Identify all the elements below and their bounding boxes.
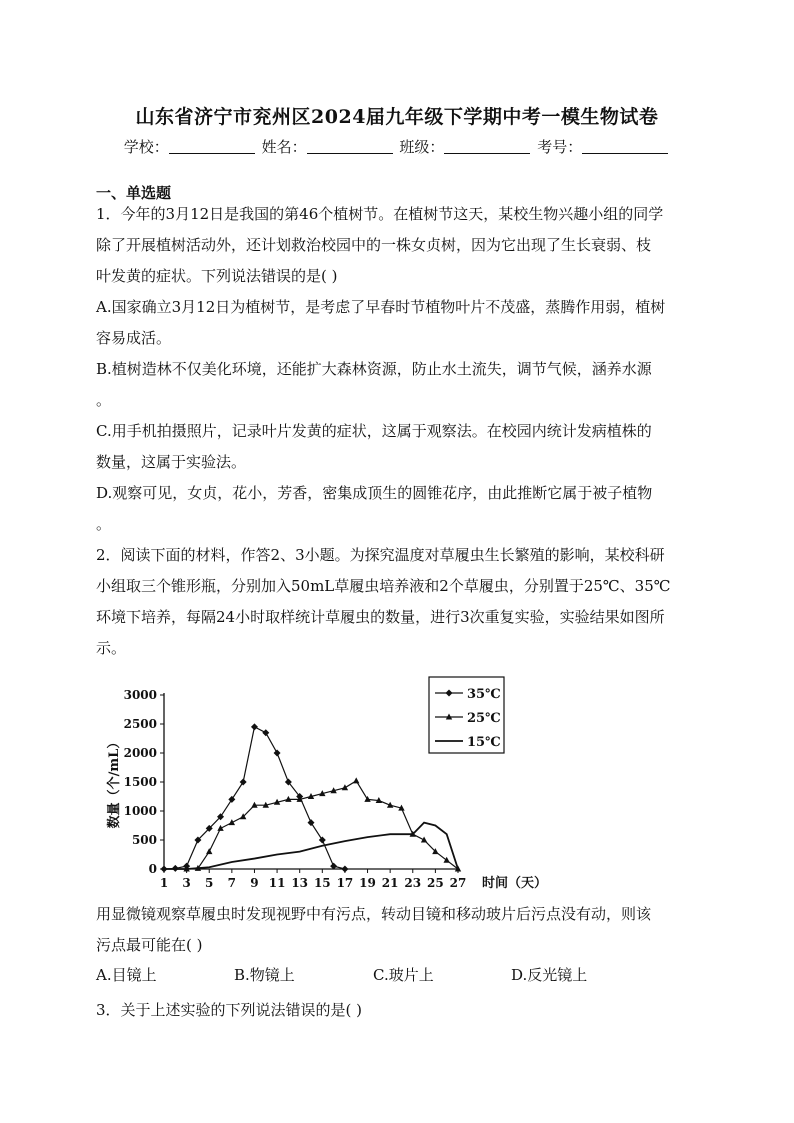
name-label: 姓名：: [261, 138, 307, 156]
y-tick-label: 1500: [123, 775, 157, 789]
question-line: 2．阅读下面的材料，作答2、3小题。为探究温度对草履虫生长繁殖的影响，某校科研: [96, 546, 665, 564]
question-line: 小组取三个锥形瓶，分别加入50mL草履虫培养液和2个草履虫，分别置于25℃、35℃: [96, 577, 671, 595]
x-tick-label: 21: [381, 876, 399, 890]
x-tick-label: 23: [404, 876, 422, 890]
legend-label: 25℃: [467, 711, 501, 726]
school-blank[interactable]: [169, 139, 255, 154]
x-tick-label: 19: [359, 876, 376, 890]
option-b[interactable]: B.物镜上: [234, 966, 295, 984]
question-1: [96, 199, 706, 540]
option-a-line: A.国家确立3月12日为植树节，是考虑了早春时节植物叶片不茂盛，蒸腾作用弱，植树: [96, 298, 666, 316]
exam-number-label: 考号：: [537, 138, 583, 156]
option-c[interactable]: C.玻片上: [373, 966, 434, 984]
y-axis-title: 数量（个/mL）: [107, 735, 122, 829]
x-tick-label: 13: [291, 876, 309, 890]
x-tick-label: 25: [427, 876, 444, 890]
option-d-line: D.观察可见，女贞，花小，芳香，密集成顶生的圆锥花序，由此推断它属于被子植物: [96, 484, 653, 502]
y-tick-label: 1000: [123, 804, 157, 818]
y-tick-label: 0: [148, 862, 157, 876]
x-tick-label: 7: [227, 876, 237, 890]
data-point: [240, 779, 247, 786]
school-label: 学校：: [123, 138, 169, 156]
option-c-line: 数量，这属于实验法。: [96, 453, 247, 471]
option-a[interactable]: A.目镜上: [96, 966, 157, 984]
x-tick-label: 1: [159, 876, 169, 890]
question-2-stem: [96, 899, 706, 961]
question-line: 1．今年的3月12日是我国的第46个植树节。在植树节这天，某校生物兴趣小组的同学: [96, 205, 664, 223]
data-point: [353, 777, 359, 783]
class-blank[interactable]: [444, 139, 530, 154]
x-tick-label: 15: [313, 876, 331, 890]
option-b-line: 。: [96, 391, 112, 409]
question-line: 污点最可能在( ): [96, 936, 203, 954]
x-tick-label: 5: [205, 876, 214, 890]
y-tick-label: 3000: [123, 688, 157, 702]
question-2-intro: [96, 540, 706, 664]
x-tick-label: 3: [182, 876, 191, 890]
data-point: [319, 837, 326, 844]
y-tick-label: 2500: [123, 717, 157, 731]
exam-title: 山东省济宁市兖州区2024届九年级下学期中考一模生物试卷: [135, 106, 659, 128]
legend-label: 15℃: [467, 735, 501, 750]
section-heading: 一、单选题: [96, 184, 172, 202]
x-tick-label: 9: [250, 876, 259, 890]
y-tick-label: 2000: [123, 746, 157, 760]
option-c-line: C.用手机拍摄照片，记录叶片发黄的症状，这属于观察法。在校园内统计发病植株的: [96, 422, 652, 440]
question-2-options: [96, 964, 706, 994]
legend-label: 35℃: [467, 687, 501, 702]
x-axis-title: 时间（天）: [482, 876, 548, 891]
class-label: 班级：: [399, 138, 445, 156]
data-point: [342, 784, 348, 790]
x-tick-label: 27: [449, 876, 467, 890]
name-blank[interactable]: [307, 139, 393, 154]
data-point: [262, 729, 269, 736]
data-point: [274, 750, 281, 757]
data-point: [228, 796, 235, 803]
option-a-line: 容易成活。: [96, 329, 172, 347]
data-point: [443, 857, 449, 863]
question-3: [96, 995, 706, 1026]
data-point: [308, 819, 315, 826]
question-line: 环境下培养，每隔24小时取样统计草履虫的数量，进行3次重复实验，实验结果如图所: [96, 608, 665, 626]
x-tick-label: 11: [268, 876, 286, 890]
option-b-line: B.植树造林不仅美化环境，还能扩大森林资源，防止水土流失，调节气候，涵养水源: [96, 360, 652, 378]
option-d[interactable]: D.反光镜上: [511, 966, 588, 984]
question-line: 用显微镜观察草履虫时发现视野中有污点，转动目镜和移动玻片后污点没有动，则该: [96, 905, 652, 923]
exam-number-blank[interactable]: [582, 139, 668, 154]
y-tick-label: 500: [131, 833, 157, 847]
question-line: 示。: [96, 639, 127, 657]
question-line: 除了开展植树活动外，还计划救治校园中的一株女贞树，因为它出现了生长衰弱、枝: [96, 236, 652, 254]
option-d-line: 。: [96, 515, 112, 533]
student-info-row: [0, 136, 794, 157]
paramecium-growth-chart: [96, 670, 566, 900]
data-point: [341, 866, 348, 873]
question-line: 3．关于上述实验的下列说法错误的是( ): [96, 1001, 363, 1019]
data-point: [206, 848, 212, 854]
question-line: 叶发黄的症状。下列说法错误的是( ): [96, 267, 338, 285]
x-tick-label: 17: [336, 876, 354, 890]
data-point: [251, 723, 258, 730]
